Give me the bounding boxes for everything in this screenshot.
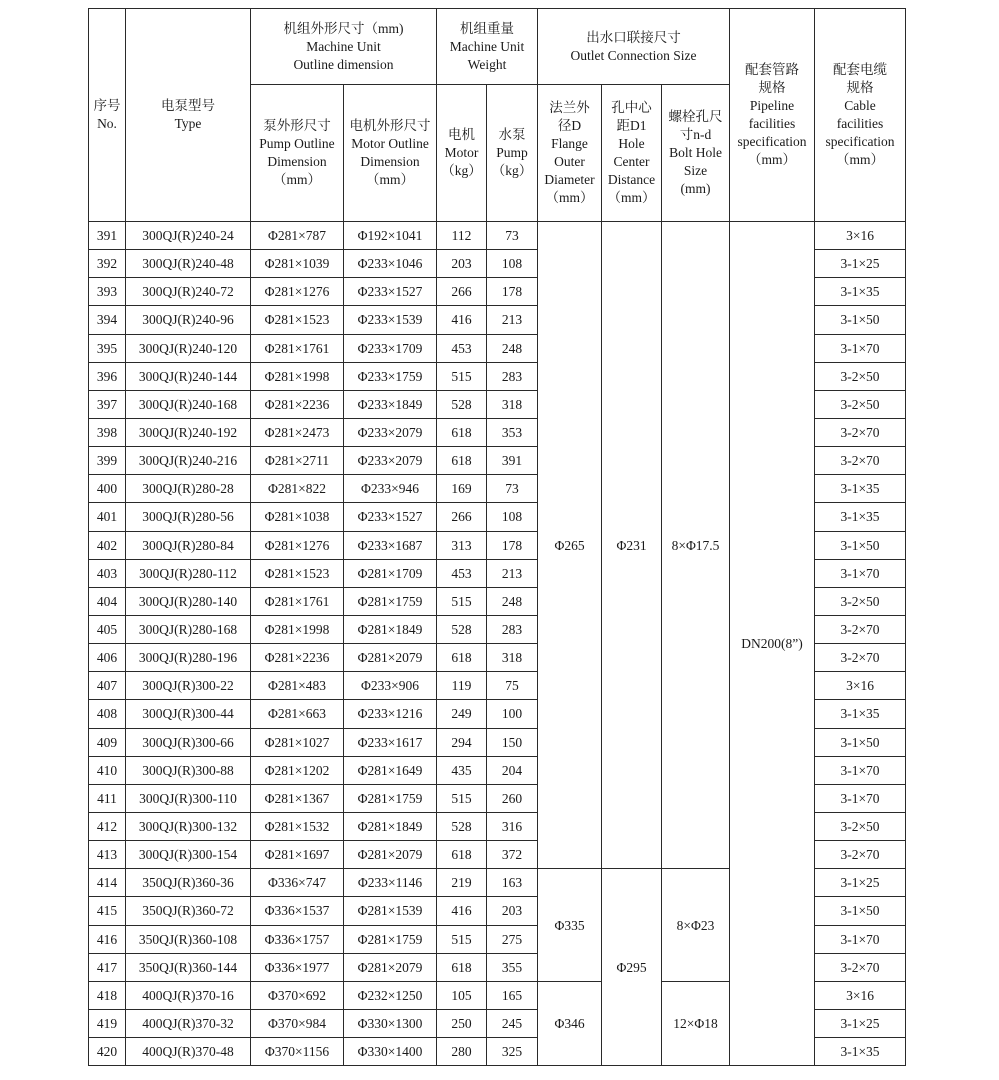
- cell-type: 300QJ(R)280-168: [126, 615, 251, 643]
- cell-pump-outline: Φ336×747: [251, 869, 344, 897]
- cell-motor-weight: 435: [437, 756, 487, 784]
- cell-pump-weight: 325: [487, 1038, 538, 1066]
- cell-pump-outline: Φ281×1027: [251, 728, 344, 756]
- cell-type: 300QJ(R)280-140: [126, 587, 251, 615]
- cell-motor-weight: 515: [437, 362, 487, 390]
- cell-no: 413: [89, 841, 126, 869]
- cell-pump-weight: 275: [487, 925, 538, 953]
- cell-no: 409: [89, 728, 126, 756]
- cell-motor-weight: 105: [437, 981, 487, 1009]
- cell-pump-weight: 318: [487, 644, 538, 672]
- cell-type: 300QJ(R)280-28: [126, 475, 251, 503]
- cell-type: 300QJ(R)240-24: [126, 222, 251, 250]
- cell-cable-spec: 3-1×25: [815, 869, 906, 897]
- cell-type: 300QJ(R)240-120: [126, 334, 251, 362]
- cell-pump-outline: Φ370×692: [251, 981, 344, 1009]
- cell-motor-weight: 280: [437, 1038, 487, 1066]
- cell-pump-weight: 391: [487, 447, 538, 475]
- cell-pump-weight: 203: [487, 897, 538, 925]
- cell-pump-outline: Φ281×483: [251, 672, 344, 700]
- cell-no: 392: [89, 250, 126, 278]
- cell-motor-weight: 250: [437, 1009, 487, 1037]
- cell-motor-weight: 618: [437, 953, 487, 981]
- cell-no: 402: [89, 531, 126, 559]
- cell-pump-outline: Φ281×1523: [251, 306, 344, 334]
- cell-cable-spec: 3-1×35: [815, 1038, 906, 1066]
- cell-motor-outline: Φ281×1759: [344, 784, 437, 812]
- cell-cable-spec: 3-1×70: [815, 756, 906, 784]
- cell-pump-outline: Φ281×1998: [251, 615, 344, 643]
- cell-no: 407: [89, 672, 126, 700]
- cell-cable-spec: 3-2×70: [815, 447, 906, 475]
- cell-cable-spec: 3-1×70: [815, 925, 906, 953]
- cell-cable-spec: 3-1×35: [815, 475, 906, 503]
- cell-pump-weight: 150: [487, 728, 538, 756]
- cell-type: 300QJ(R)300-66: [126, 728, 251, 756]
- header-bolt-hole-size: 螺栓孔尺 寸n-d Bolt Hole Size (mm): [662, 85, 730, 222]
- cell-no: 410: [89, 756, 126, 784]
- cell-no: 411: [89, 784, 126, 812]
- cell-cable-spec: 3×16: [815, 981, 906, 1009]
- cell-cable-spec: 3-2×50: [815, 362, 906, 390]
- cell-motor-outline: Φ281×1709: [344, 559, 437, 587]
- cell-pump-outline: Φ281×1998: [251, 362, 344, 390]
- cell-motor-weight: 266: [437, 278, 487, 306]
- cell-motor-outline: Φ330×1300: [344, 1009, 437, 1037]
- cell-motor-weight: 266: [437, 503, 487, 531]
- cell-motor-outline: Φ281×1649: [344, 756, 437, 784]
- cell-type: 300QJ(R)240-216: [126, 447, 251, 475]
- cell-pump-weight: 372: [487, 841, 538, 869]
- cell-no: 417: [89, 953, 126, 981]
- cell-cable-spec: 3-1×70: [815, 334, 906, 362]
- cell-type: 300QJ(R)280-112: [126, 559, 251, 587]
- cell-type: 300QJ(R)280-84: [126, 531, 251, 559]
- cell-pump-outline: Φ336×1757: [251, 925, 344, 953]
- hole-center-distance-group-b: Φ295: [602, 869, 662, 1066]
- cell-motor-weight: 618: [437, 841, 487, 869]
- cell-no: 408: [89, 700, 126, 728]
- cell-no: 401: [89, 503, 126, 531]
- cell-cable-spec: 3-2×70: [815, 644, 906, 672]
- cell-no: 397: [89, 390, 126, 418]
- cell-motor-outline: Φ281×1849: [344, 812, 437, 840]
- table-row: [89, 222, 906, 250]
- cell-pump-weight: 178: [487, 278, 538, 306]
- cell-type: 300QJ(R)240-144: [126, 362, 251, 390]
- cell-motor-outline: Φ281×1539: [344, 897, 437, 925]
- cell-motor-weight: 453: [437, 559, 487, 587]
- cell-pump-weight: 108: [487, 250, 538, 278]
- cell-pump-outline: Φ281×1367: [251, 784, 344, 812]
- cell-pump-weight: 355: [487, 953, 538, 981]
- cell-motor-outline: Φ233×1146: [344, 869, 437, 897]
- cell-no: 406: [89, 644, 126, 672]
- cell-motor-weight: 416: [437, 306, 487, 334]
- cell-type: 300QJ(R)300-88: [126, 756, 251, 784]
- cell-cable-spec: 3-1×70: [815, 784, 906, 812]
- cell-motor-weight: 618: [437, 418, 487, 446]
- cell-pump-outline: Φ281×2473: [251, 418, 344, 446]
- cell-pump-outline: Φ370×984: [251, 1009, 344, 1037]
- cell-motor-outline: Φ281×1759: [344, 925, 437, 953]
- header-cable-spec: 配套电缆 规格 Cable facilities specification （mm）: [815, 9, 906, 222]
- cell-no: 394: [89, 306, 126, 334]
- header-pump-weight: 水泵 Pump （kg）: [487, 85, 538, 222]
- pump-spec-table: [88, 8, 906, 1066]
- cell-type: 350QJ(R)360-144: [126, 953, 251, 981]
- cell-cable-spec: 3-1×25: [815, 250, 906, 278]
- cell-motor-outline: Φ233×1687: [344, 531, 437, 559]
- cell-motor-weight: 515: [437, 925, 487, 953]
- cell-no: 399: [89, 447, 126, 475]
- cell-type: 300QJ(R)300-44: [126, 700, 251, 728]
- cell-pump-outline: Φ281×1276: [251, 531, 344, 559]
- cell-type: 300QJ(R)240-48: [126, 250, 251, 278]
- cell-pump-weight: 248: [487, 334, 538, 362]
- bolt-hole-size-group-c: 12×Φ18: [662, 981, 730, 1065]
- cell-cable-spec: 3×16: [815, 672, 906, 700]
- cell-type: 350QJ(R)360-108: [126, 925, 251, 953]
- cell-motor-weight: 313: [437, 531, 487, 559]
- cell-cable-spec: 3-1×50: [815, 728, 906, 756]
- header-unit-weight: 机组重量 Machine Unit Weight: [437, 9, 538, 85]
- cell-pump-weight: 178: [487, 531, 538, 559]
- cell-pump-outline: Φ336×1977: [251, 953, 344, 981]
- cell-pump-weight: 283: [487, 362, 538, 390]
- cell-type: 300QJ(R)240-168: [126, 390, 251, 418]
- cell-motor-outline: Φ233×1617: [344, 728, 437, 756]
- cell-motor-outline: Φ233×906: [344, 672, 437, 700]
- cell-pump-weight: 213: [487, 559, 538, 587]
- cell-cable-spec: 3-1×25: [815, 1009, 906, 1037]
- header-outline-dimension: 机组外形尺寸（mm) Machine Unit Outline dimension: [251, 9, 437, 85]
- cell-motor-weight: 528: [437, 390, 487, 418]
- cell-pump-outline: Φ281×1276: [251, 278, 344, 306]
- cell-pump-weight: 108: [487, 503, 538, 531]
- cell-type: 300QJ(R)280-196: [126, 644, 251, 672]
- cell-motor-outline: Φ232×1250: [344, 981, 437, 1009]
- cell-cable-spec: 3-1×35: [815, 278, 906, 306]
- cell-no: 416: [89, 925, 126, 953]
- cell-motor-weight: 528: [437, 615, 487, 643]
- cell-no: 398: [89, 418, 126, 446]
- cell-no: 396: [89, 362, 126, 390]
- cell-motor-weight: 249: [437, 700, 487, 728]
- cell-motor-outline: Φ233×2079: [344, 418, 437, 446]
- header-flange-diameter: 法兰外 径D Flange Outer Diameter （mm）: [538, 85, 602, 222]
- pipeline-spec: DN200(8”): [730, 222, 815, 1066]
- cell-no: 420: [89, 1038, 126, 1066]
- cell-no: 391: [89, 222, 126, 250]
- cell-pump-outline: Φ281×787: [251, 222, 344, 250]
- cell-motor-weight: 416: [437, 897, 487, 925]
- cell-type: 400QJ(R)370-48: [126, 1038, 251, 1066]
- cell-type: 350QJ(R)360-36: [126, 869, 251, 897]
- cell-no: 403: [89, 559, 126, 587]
- cell-pump-outline: Φ281×2711: [251, 447, 344, 475]
- cell-cable-spec: 3-1×50: [815, 531, 906, 559]
- cell-cable-spec: 3×16: [815, 222, 906, 250]
- cell-type: 400QJ(R)370-32: [126, 1009, 251, 1037]
- cell-type: 300QJ(R)300-154: [126, 841, 251, 869]
- cell-motor-weight: 453: [437, 334, 487, 362]
- cell-no: 405: [89, 615, 126, 643]
- cell-type: 300QJ(R)300-132: [126, 812, 251, 840]
- cell-pump-outline: Φ281×1039: [251, 250, 344, 278]
- cell-no: 393: [89, 278, 126, 306]
- cell-type: 300QJ(R)240-192: [126, 418, 251, 446]
- cell-pump-weight: 213: [487, 306, 538, 334]
- header-type: 电泵型号 Type: [126, 9, 251, 222]
- cell-motor-weight: 112: [437, 222, 487, 250]
- cell-type: 300QJ(R)240-72: [126, 278, 251, 306]
- cell-pump-outline: Φ281×2236: [251, 390, 344, 418]
- cell-pump-outline: Φ281×1523: [251, 559, 344, 587]
- cell-cable-spec: 3-1×35: [815, 700, 906, 728]
- header-no: 序号 No.: [89, 9, 126, 222]
- cell-motor-outline: Φ281×2079: [344, 644, 437, 672]
- cell-no: 414: [89, 869, 126, 897]
- cell-pump-outline: Φ281×663: [251, 700, 344, 728]
- cell-pump-weight: 73: [487, 475, 538, 503]
- cell-motor-outline: Φ233×1046: [344, 250, 437, 278]
- cell-no: 415: [89, 897, 126, 925]
- cell-motor-outline: Φ233×1527: [344, 503, 437, 531]
- hole-center-distance-group-a: Φ231: [602, 222, 662, 869]
- cell-motor-outline: Φ233×1539: [344, 306, 437, 334]
- cell-motor-outline: Φ281×2079: [344, 953, 437, 981]
- cell-pump-outline: Φ281×2236: [251, 644, 344, 672]
- cell-pump-weight: 75: [487, 672, 538, 700]
- cell-type: 400QJ(R)370-16: [126, 981, 251, 1009]
- header-pipeline-spec: 配套管路 规格 Pipeline facilities specification （mm）: [730, 9, 815, 222]
- cell-pump-weight: 316: [487, 812, 538, 840]
- cell-cable-spec: 3-1×35: [815, 503, 906, 531]
- cell-motor-outline: Φ233×2079: [344, 447, 437, 475]
- cell-no: 404: [89, 587, 126, 615]
- cell-cable-spec: 3-2×70: [815, 615, 906, 643]
- cell-motor-weight: 169: [437, 475, 487, 503]
- cell-no: 400: [89, 475, 126, 503]
- cell-motor-outline: Φ330×1400: [344, 1038, 437, 1066]
- cell-pump-weight: 283: [487, 615, 538, 643]
- cell-pump-weight: 248: [487, 587, 538, 615]
- cell-motor-weight: 119: [437, 672, 487, 700]
- cell-cable-spec: 3-1×50: [815, 897, 906, 925]
- cell-no: 395: [89, 334, 126, 362]
- cell-pump-weight: 353: [487, 418, 538, 446]
- cell-motor-outline: Φ281×2079: [344, 841, 437, 869]
- cell-motor-weight: 219: [437, 869, 487, 897]
- cell-cable-spec: 3-1×70: [815, 559, 906, 587]
- cell-motor-weight: 294: [437, 728, 487, 756]
- cell-type: 300QJ(R)300-22: [126, 672, 251, 700]
- cell-cable-spec: 3-2×70: [815, 841, 906, 869]
- cell-cable-spec: 3-1×50: [815, 306, 906, 334]
- cell-cable-spec: 3-2×50: [815, 587, 906, 615]
- cell-type: 300QJ(R)240-96: [126, 306, 251, 334]
- cell-motor-weight: 618: [437, 447, 487, 475]
- flange-diameter-group-c: Φ346: [538, 981, 602, 1065]
- cell-cable-spec: 3-2×50: [815, 812, 906, 840]
- cell-pump-weight: 260: [487, 784, 538, 812]
- cell-motor-outline: Φ233×1759: [344, 362, 437, 390]
- flange-diameter-group-b: Φ335: [538, 869, 602, 982]
- bolt-hole-size-group-b: 8×Φ23: [662, 869, 730, 982]
- cell-type: 300QJ(R)280-56: [126, 503, 251, 531]
- cell-motor-outline: Φ233×946: [344, 475, 437, 503]
- cell-pump-weight: 245: [487, 1009, 538, 1037]
- cell-cable-spec: 3-2×70: [815, 418, 906, 446]
- cell-motor-outline: Φ233×1709: [344, 334, 437, 362]
- cell-motor-weight: 515: [437, 587, 487, 615]
- cell-pump-outline: Φ281×1761: [251, 587, 344, 615]
- header-motor-weight: 电机 Motor （kg）: [437, 85, 487, 222]
- cell-cable-spec: 3-2×70: [815, 953, 906, 981]
- cell-motor-outline: Φ233×1527: [344, 278, 437, 306]
- header-hole-center-distance: 孔中心 距D1 Hole Center Distance （mm）: [602, 85, 662, 222]
- cell-pump-outline: Φ281×1761: [251, 334, 344, 362]
- cell-pump-outline: Φ281×1697: [251, 841, 344, 869]
- cell-motor-outline: Φ233×1216: [344, 700, 437, 728]
- cell-motor-weight: 203: [437, 250, 487, 278]
- cell-type: 300QJ(R)300-110: [126, 784, 251, 812]
- cell-no: 412: [89, 812, 126, 840]
- cell-no: 419: [89, 1009, 126, 1037]
- flange-diameter-group-a: Φ265: [538, 222, 602, 869]
- cell-pump-weight: 165: [487, 981, 538, 1009]
- bolt-hole-size-group-a: 8×Φ17.5: [662, 222, 730, 869]
- cell-pump-outline: Φ370×1156: [251, 1038, 344, 1066]
- cell-no: 418: [89, 981, 126, 1009]
- cell-motor-weight: 618: [437, 644, 487, 672]
- cell-motor-weight: 528: [437, 812, 487, 840]
- header-outlet-connection: 出水口联接尺寸 Outlet Connection Size: [538, 9, 730, 85]
- cell-motor-outline: Φ233×1849: [344, 390, 437, 418]
- cell-type: 350QJ(R)360-72: [126, 897, 251, 925]
- header-pump-outline: 泵外形尺寸 Pump Outline Dimension （mm）: [251, 85, 344, 222]
- cell-motor-outline: Φ281×1849: [344, 615, 437, 643]
- cell-pump-weight: 318: [487, 390, 538, 418]
- cell-pump-weight: 163: [487, 869, 538, 897]
- cell-pump-outline: Φ281×1202: [251, 756, 344, 784]
- cell-motor-outline: Φ281×1759: [344, 587, 437, 615]
- table-body: [89, 222, 906, 1066]
- cell-motor-outline: Φ192×1041: [344, 222, 437, 250]
- cell-pump-weight: 204: [487, 756, 538, 784]
- cell-pump-outline: Φ281×1038: [251, 503, 344, 531]
- cell-pump-outline: Φ336×1537: [251, 897, 344, 925]
- table-header: [89, 9, 906, 222]
- header-motor-outline: 电机外形尺寸 Motor Outline Dimension （mm）: [344, 85, 437, 222]
- cell-pump-outline: Φ281×822: [251, 475, 344, 503]
- cell-motor-weight: 515: [437, 784, 487, 812]
- cell-pump-outline: Φ281×1532: [251, 812, 344, 840]
- cell-pump-weight: 73: [487, 222, 538, 250]
- cell-pump-weight: 100: [487, 700, 538, 728]
- cell-cable-spec: 3-2×50: [815, 390, 906, 418]
